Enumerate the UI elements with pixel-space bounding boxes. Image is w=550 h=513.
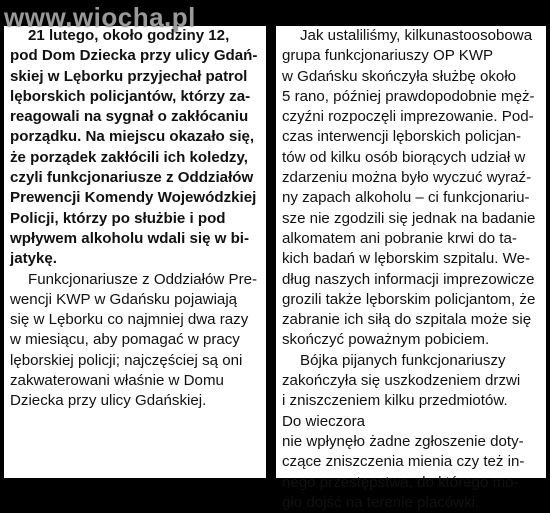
text-line: jatykę. bbox=[10, 250, 57, 268]
article-left-column bbox=[4, 26, 266, 478]
text-line: skończyć poważnym pobiciem. bbox=[282, 331, 490, 349]
text-line: alkomatem ani pobranie krwi do ta- bbox=[282, 229, 517, 247]
text-line: w Gdańsku skończyła służbę około bbox=[282, 67, 517, 85]
text-line: ny zapach alkoholu – ci funkcjonariu- bbox=[282, 189, 530, 207]
text-line: nie wpłynęło żadne zgłoszenie doty- bbox=[282, 432, 524, 450]
text-line: zakwaterowani właśnie w Domu bbox=[10, 372, 224, 390]
text-line: Dziecka przy ulicy Gdańskiej. bbox=[10, 392, 207, 410]
body-paragraph bbox=[282, 351, 546, 513]
text-line: pod Dom Dziecka przy ulicy Gdań- bbox=[10, 47, 258, 65]
text-line: i zniszczeniem kilku przedmiotów. bbox=[282, 392, 508, 410]
text-line: lęborskich policjantów, którzy za- bbox=[10, 87, 251, 105]
text-line: 5 rano, później prawdopodobnie męż- bbox=[282, 87, 535, 105]
text-line: Funkcjonariusze z Oddziałów Pre- bbox=[28, 270, 258, 288]
text-line: grozili także lęborskim policjantom, że bbox=[282, 290, 536, 308]
lead-paragraph bbox=[10, 26, 266, 270]
text-line: zakończyła się uszkodzeniem drzwi bbox=[282, 372, 521, 390]
text-line: lęborskiej policji; najczęściej są oni bbox=[10, 351, 243, 369]
text-line: że porządek zakłócili ich koledzy, bbox=[10, 148, 248, 166]
text-line: zdarzeniu można było wyczuć wyraź- bbox=[282, 169, 532, 187]
text-line: się w Lęborku co najmniej dwa razy bbox=[10, 311, 249, 329]
text-line: Policji, którzy po służbie i pod bbox=[10, 209, 226, 227]
text-line: Jak ustaliliśmy, kilkunastoosobowa bbox=[300, 27, 533, 44]
text-line: Do wieczora bbox=[282, 412, 366, 430]
body-paragraph bbox=[10, 270, 266, 412]
text-line: czyli funkcjonariusze z Oddziałów bbox=[10, 169, 254, 187]
text-line: skiej w Lęborku przyjechał patrol bbox=[10, 67, 248, 85]
text-line: sze nie zgodzili się jednak na badanie bbox=[282, 209, 536, 227]
text-line: kich badań w lęborskim szpitalu. We- bbox=[282, 250, 531, 268]
text-line: nego przestępstwa, do którego mo- bbox=[282, 473, 519, 491]
text-line: czas interwencji lęborskich policjan- bbox=[282, 128, 522, 146]
site-watermark: www.wiocha.pl bbox=[4, 2, 196, 32]
text-line: Bójka pijanych funkcjonariuszy bbox=[300, 351, 506, 369]
text-line: wpływem alkoholu wdali się w bi- bbox=[10, 229, 250, 247]
text-line: grupa funkcjonariuszy OP KWP bbox=[282, 47, 494, 65]
body-paragraph bbox=[282, 26, 546, 351]
text-line: dług naszych informacji imprezowicze bbox=[282, 270, 535, 288]
text-line: tów od kilku osób biorących udział w bbox=[282, 148, 526, 166]
text-line: wencji KWP w Gdańsku pojawiają bbox=[10, 290, 238, 308]
text-line: 21 lutego, około godziny 12, bbox=[28, 27, 230, 44]
article-right-column bbox=[276, 26, 546, 511]
text-line: zabranie ich siłą do szpitala może się bbox=[282, 311, 532, 329]
text-line: reagowali na sygnał o zakłócaniu bbox=[10, 108, 249, 126]
text-line: w miesiącu, aby pomagać w pracy bbox=[10, 331, 240, 349]
text-line: gło dojść na terenie placówki. bbox=[282, 493, 480, 511]
text-line: Prewencji Komendy Wojewódzkiej bbox=[10, 189, 257, 207]
text-line: czące zniszczenia mienia czy też in- bbox=[282, 453, 525, 471]
text-line: porządku. Na miejscu okazało się, bbox=[10, 128, 255, 146]
text-line: czyźni rozpoczęli imprezowanie. Pod- bbox=[282, 108, 534, 126]
